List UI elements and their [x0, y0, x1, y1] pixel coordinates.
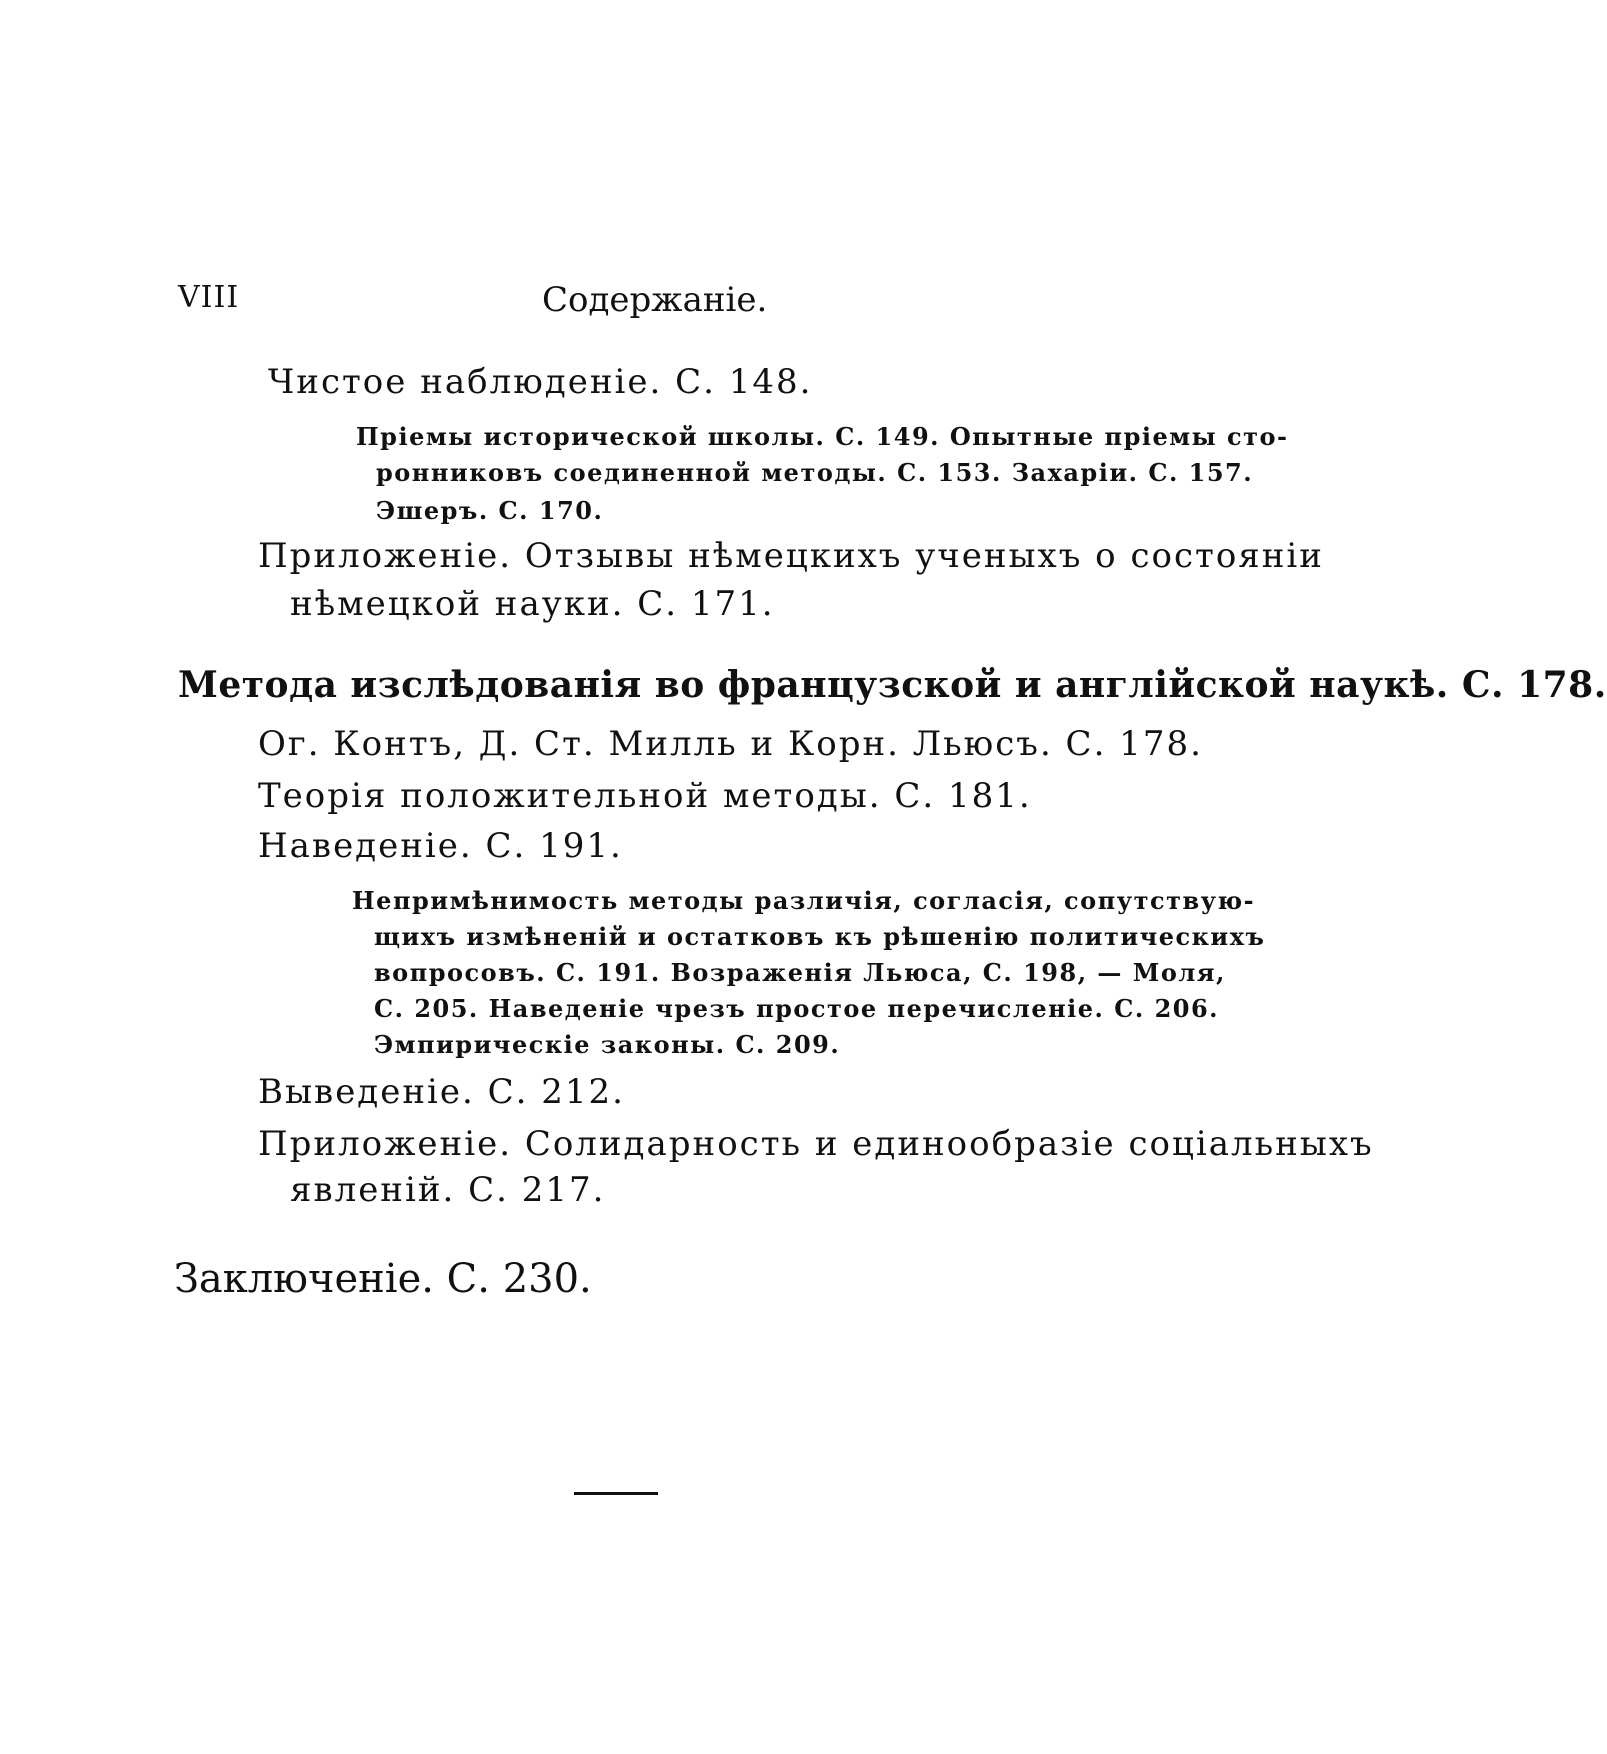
toc-entry-continuation: нѣмецкой науки. С. 171. [290, 584, 775, 624]
toc-subentry-line: Пріемы исторической школы. С. 149. Опытные пріемы сто- [356, 422, 1289, 451]
toc-subentry-line: Эшеръ. С. 170. [376, 496, 604, 525]
toc-conclusion: Заключеніе. С. 230. [174, 1256, 592, 1302]
toc-entry-continuation: явленій. С. 217. [290, 1170, 606, 1210]
toc-entry: Ог. Контъ, Д. Ст. Милль и Корн. Льюсъ. С. 178. [258, 724, 1203, 764]
running-head: Содержаніе. [542, 280, 768, 320]
page-number: VIII [178, 280, 240, 315]
toc-subentry-line: вопросовъ. С. 191. Возраженія Льюса, С. 198, — Моля, [374, 958, 1226, 987]
end-rule [574, 1492, 658, 1495]
toc-subentry-line: щихъ измѣненій и остатковъ къ рѣшенію политическихъ [374, 922, 1266, 951]
toc-entry: Приложеніе. Солидарность и единообразіе соціальныхъ [258, 1124, 1374, 1164]
toc-entry: Чистое наблюденіе. С. 148. [268, 362, 813, 402]
toc-entry: Выведеніе. С. 212. [258, 1072, 625, 1112]
toc-subentry-line: Эмпирическіе законы. С. 209. [374, 1030, 841, 1059]
toc-subentry-line: Непримѣнимость методы различія, согласія, сопутствую- [352, 886, 1256, 915]
toc-subentry-line: ронниковъ соединенной методы. С. 153. Захаріи. С. 157. [376, 458, 1254, 487]
toc-chapter: Метода изслѣдованія во французской и англійской наукѣ. С. 178. [178, 664, 1607, 706]
toc-subentry-line: С. 205. Наведеніе чрезъ простое перечисленіе. С. 206. [374, 994, 1220, 1023]
toc-entry: Наведеніе. С. 191. [258, 826, 623, 866]
toc-entry: Приложеніе. Отзывы нѣмецкихъ ученыхъ о состояніи [258, 536, 1324, 576]
toc-entry: Теорія положительной методы. С. 181. [258, 776, 1032, 816]
